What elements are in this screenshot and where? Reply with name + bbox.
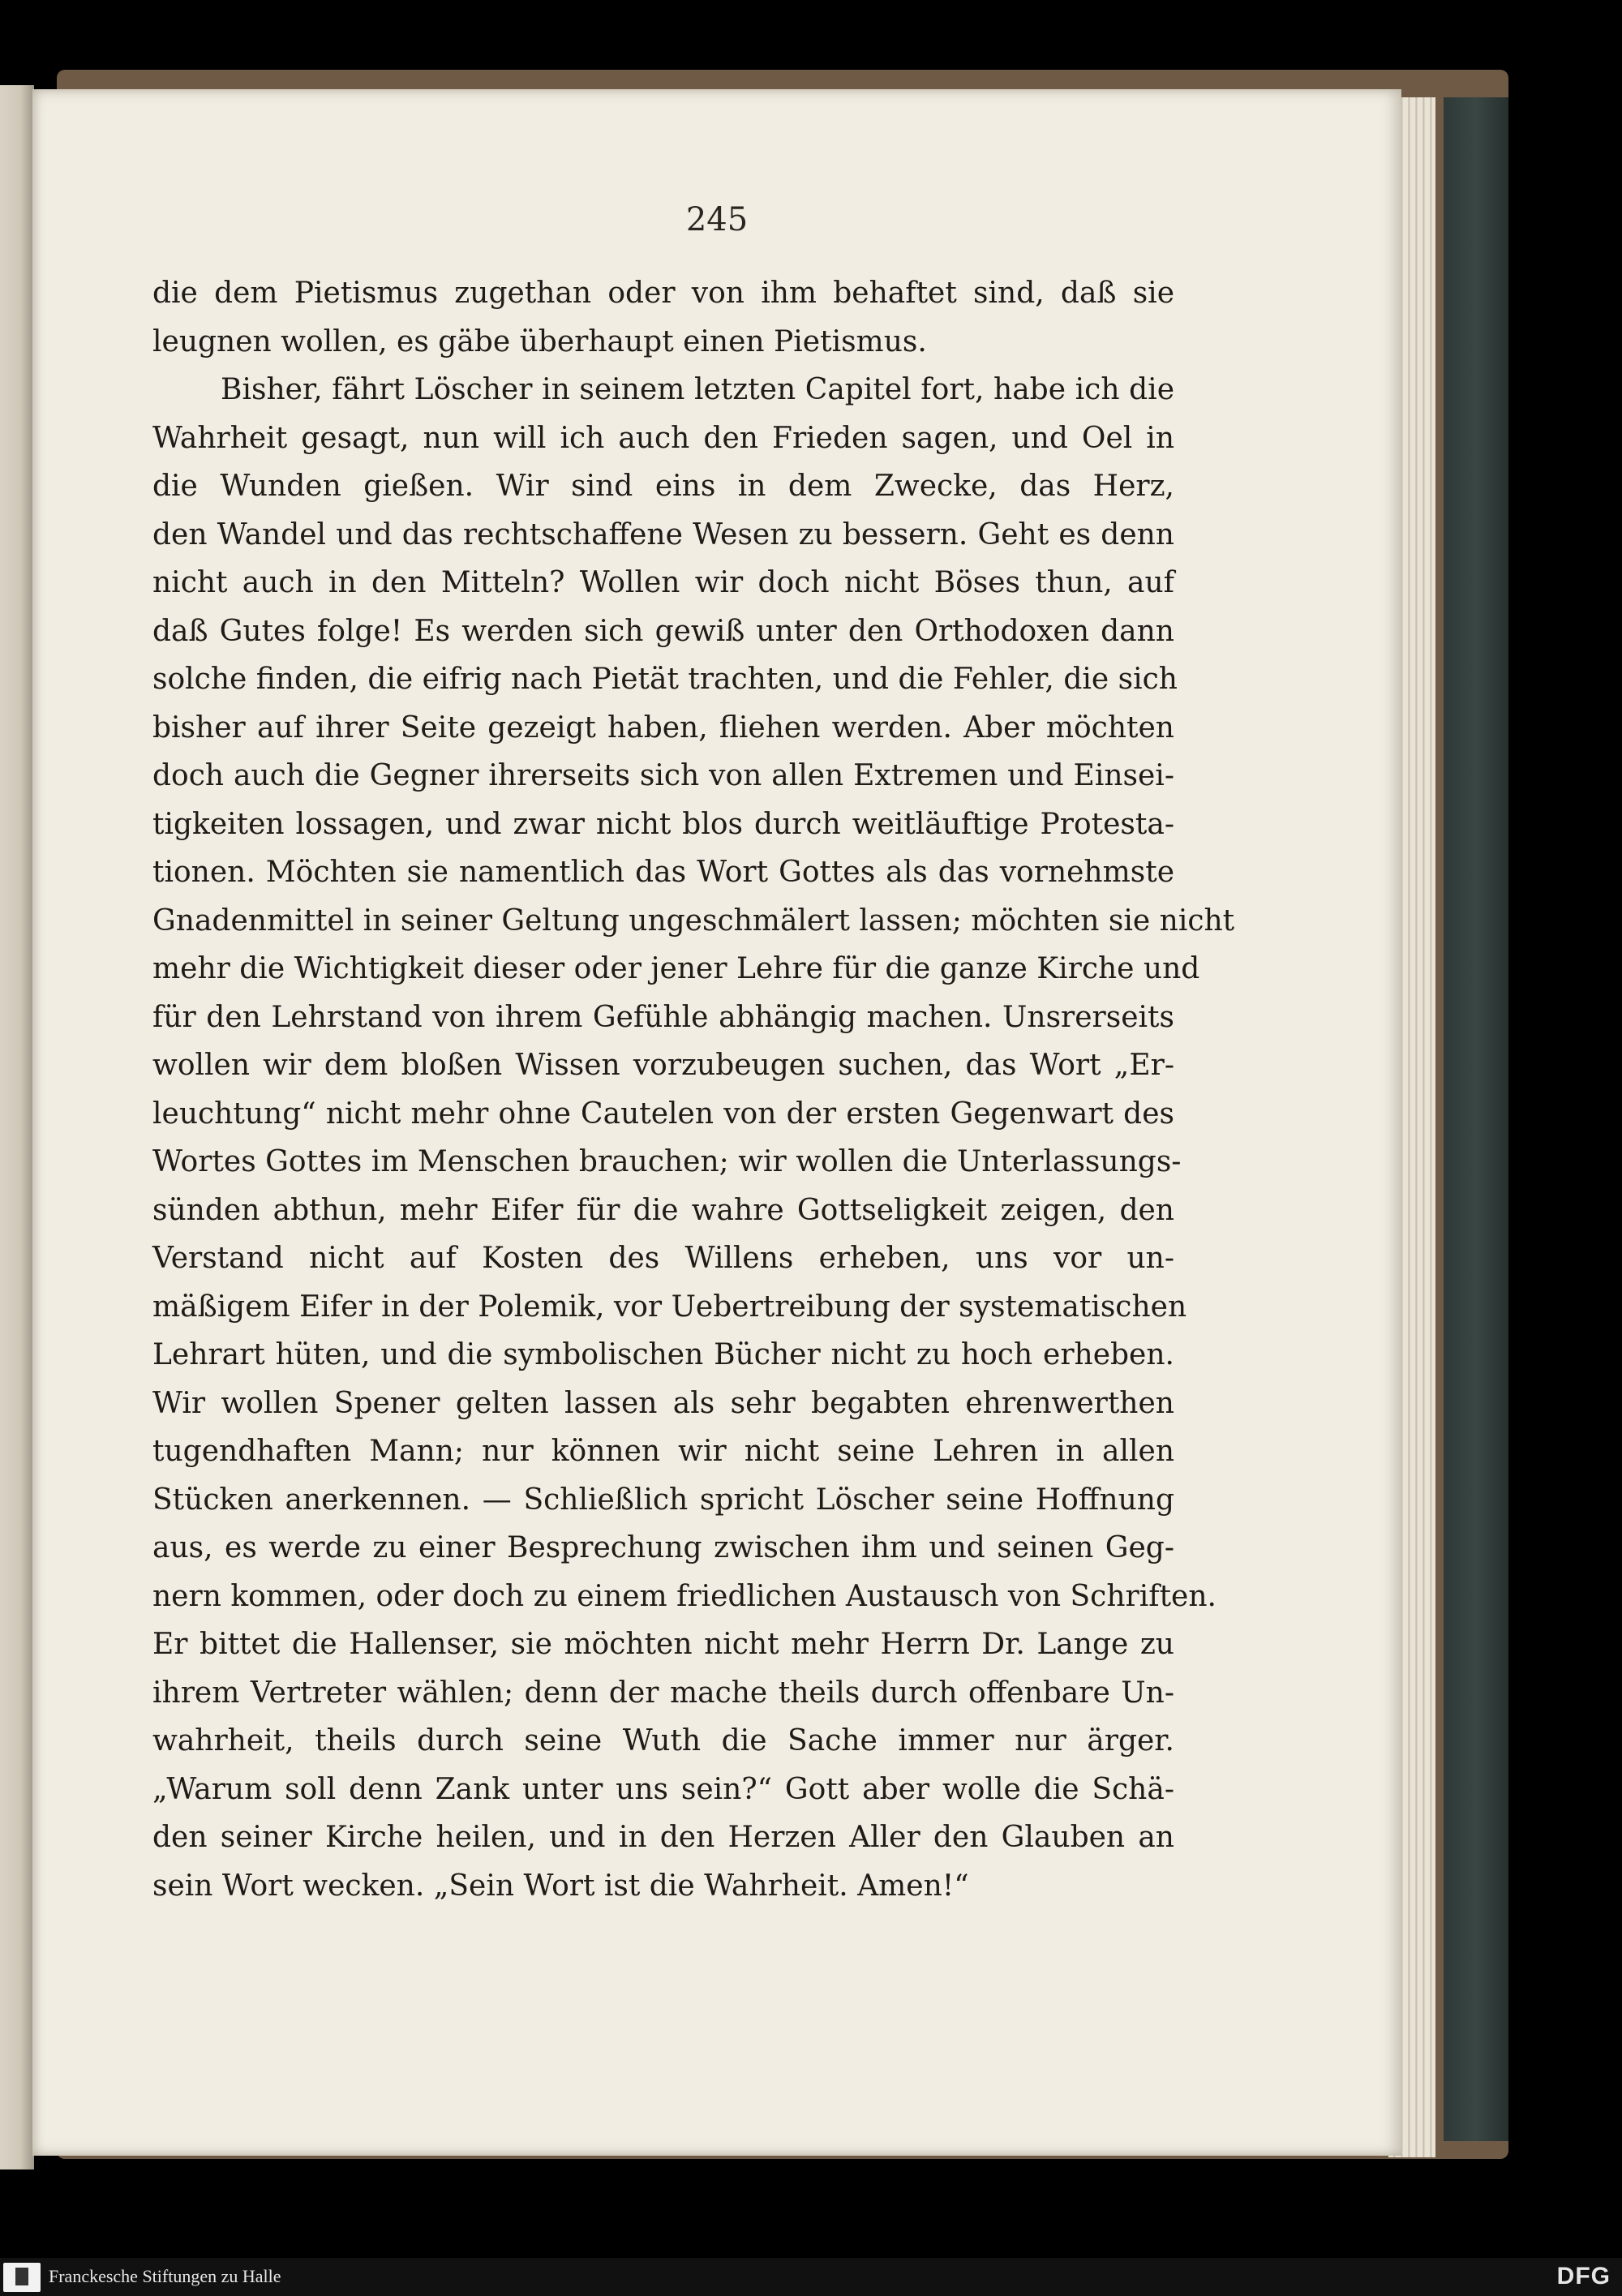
facing-page-edge (0, 85, 34, 2169)
book-cover-edge (1444, 97, 1508, 2141)
text-line: nern kommen, oder doch zu einem friedlichen Austausch von Schriften. (152, 1579, 1216, 1613)
text-line: Wir wollen Spener gelten lassen als sehr begabten ehrenwerthen (152, 1386, 1174, 1420)
text-line: leugnen wollen, es gäbe überhaupt einen Pietismus. (152, 324, 927, 358)
text-line: ihrem Vertreter wählen; denn der mache theils durch offenbare Un- (152, 1676, 1174, 1710)
text-line: aus, es werde zu einer Besprechung zwischen ihm und seinen Geg- (152, 1531, 1174, 1564)
dfg-logo: DFG (1556, 2263, 1611, 2290)
text-line: Gnadenmittel in seiner Geltung ungeschmälert lassen; möchten sie nicht (152, 903, 1235, 938)
text-line: solche finden, die eifrig nach Pietät trachten, und die Fehler, die sich (152, 663, 1178, 696)
text-line: die Wunden gießen. Wir sind eins in dem Zwecke, das Herz, (152, 470, 1174, 503)
text-line: mehr die Wichtigkeit dieser oder jener Lehre für die ganze Kirche und (152, 952, 1200, 985)
text-line: daß Gutes folge! Es werden sich gewiß unter den Orthodoxen dann (152, 614, 1174, 648)
viewer-footer (0, 2258, 1622, 2296)
text-line: Wortes Gottes im Menschen brauchen; wir wollen die Unterlassungs- (152, 1145, 1182, 1178)
text-line: wahrheit, theils durch seine Wuth die Sache immer nur ärger. (152, 1724, 1174, 1757)
text-line: Stücken anerkennen. — Schließlich spricht Löscher seine Hoffnung (152, 1483, 1174, 1517)
text-line: die dem Pietismus zugethan oder von ihm behaftet sind, daß sie (152, 277, 1174, 310)
text-line: Wahrheit gesagt, nun will ich auch den Frieden sagen, und Oel in (152, 421, 1174, 455)
text-line: tugendhaften Mann; nur können wir nicht seine Lehren in allen (152, 1435, 1174, 1468)
text-line: sünden abthun, mehr Eifer für die wahre Gottseligkeit zeigen, den (152, 1193, 1174, 1227)
text-line: Er bittet die Hallenser, sie möchten nicht mehr Herrn Dr. Lange zu (152, 1628, 1174, 1661)
page-number: 245 (685, 201, 749, 238)
text-line: leuchtung“ nicht mehr ohne Cautelen von der ersten Gegenwart des (152, 1097, 1174, 1131)
text-line: Verstand nicht auf Kosten des Willens erheben, uns vor un- (152, 1242, 1174, 1275)
institution-name: Franckesche Stiftungen zu Halle (49, 2266, 281, 2286)
text-line: bisher auf ihrer Seite gezeigt haben, fliehen werden. Aber möchten (152, 710, 1174, 745)
text-line: mäßigem Eifer in der Polemik, vor Uebertreibung der systematischen (152, 1290, 1187, 1324)
text-line: doch auch die Gegner ihrerseits sich von allen Extremen und Einsei- (152, 759, 1174, 792)
book-page (32, 89, 1401, 2156)
text-line: den Wandel und das rechtschaffene Wesen zu bessern. Geht es denn (152, 517, 1174, 551)
body-text (152, 269, 1235, 1910)
text-line: Lehrart hüten, und die symbolischen Bücher nicht zu hoch erheben. (152, 1338, 1174, 1371)
text-line: für den Lehrstand von ihrem Gefühle abhängig machen. Unsrerseits (152, 1000, 1174, 1034)
text-line: nicht auch in den Mitteln? Wollen wir doch nicht Böses thun, auf (152, 566, 1174, 599)
text-line: tigkeiten lossagen, und zwar nicht blos durch weitläuftige Protesta- (152, 807, 1174, 841)
text-line: den seiner Kirche heilen, und in den Herzen Aller den Glauben an (152, 1821, 1174, 1854)
text-line: tionen. Möchten sie namentlich das Wort Gottes als das vornehmste (152, 856, 1174, 889)
text-line: Bisher, fährt Löscher in seinem letzten Capitel fort, habe ich die (221, 373, 1174, 406)
text-line: wollen wir dem bloßen Wissen vorzubeugen suchen, das Wort „Er- (152, 1049, 1174, 1082)
text-line: sein Wort wecken. „Sein Wort ist die Wahrheit. Amen!“ (152, 1869, 969, 1903)
institution-logo-icon (3, 2263, 41, 2292)
text-line: „Warum soll denn Zank unter uns sein?“ Gott aber wolle die Schä- (152, 1772, 1174, 1806)
